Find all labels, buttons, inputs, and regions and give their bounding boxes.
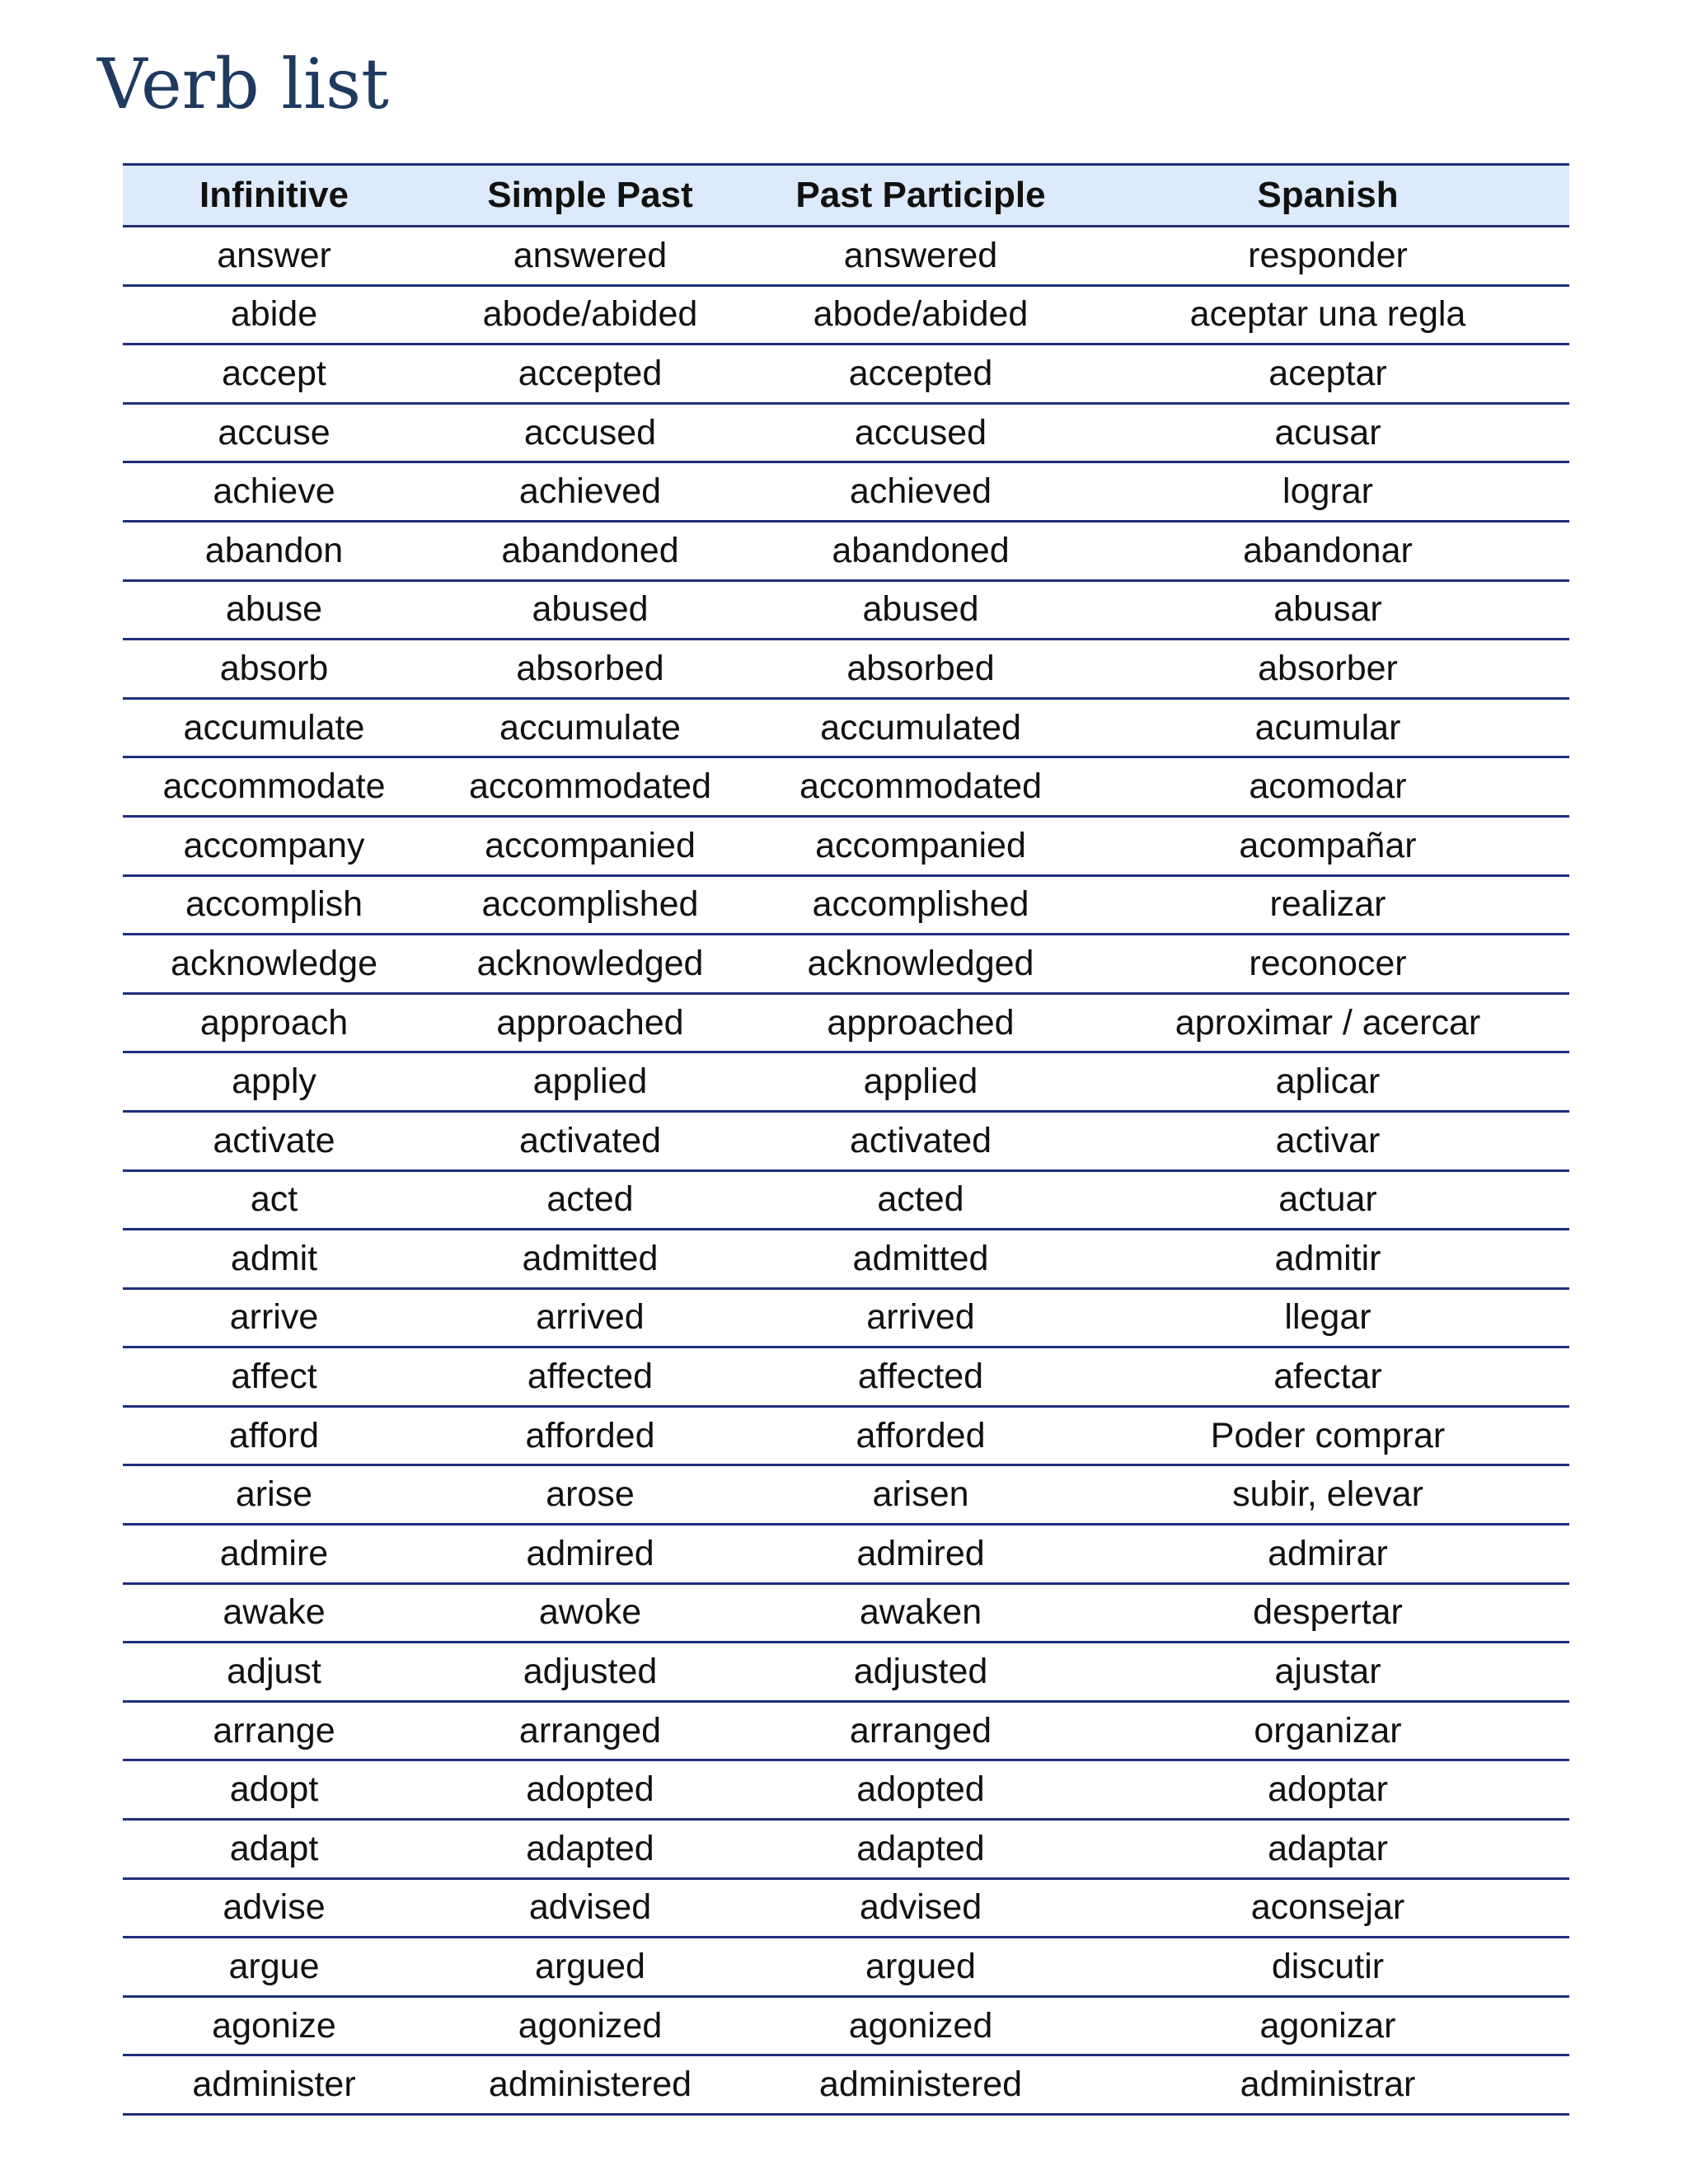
simple-past-cell: accepted — [425, 344, 755, 404]
simple-past-cell: abandoned — [425, 521, 755, 580]
table-row — [123, 1643, 1569, 1702]
table-row — [123, 875, 1569, 935]
simple-past-cell: advised — [425, 1878, 755, 1938]
infinitive-cell: adapt — [123, 1820, 425, 1879]
table-row — [123, 1170, 1569, 1230]
infinitive-cell: admire — [123, 1525, 425, 1584]
table-row — [123, 227, 1569, 286]
past-participle-cell: agonized — [755, 1996, 1086, 2055]
infinitive-cell: admit — [123, 1230, 425, 1289]
table-row — [123, 1878, 1569, 1938]
simple-past-cell: admired — [425, 1525, 755, 1584]
past-participle-cell: adapted — [755, 1820, 1086, 1879]
infinitive-cell: adopt — [123, 1760, 425, 1820]
infinitive-cell: answer — [123, 227, 425, 286]
infinitive-cell: accept — [123, 344, 425, 404]
table-row — [123, 757, 1569, 817]
column-header-past-participle: Past Participle — [755, 165, 1086, 227]
infinitive-cell: affect — [123, 1347, 425, 1407]
infinitive-cell: accommodate — [123, 757, 425, 817]
past-participle-cell: awaken — [755, 1583, 1086, 1643]
simple-past-cell: adjusted — [425, 1643, 755, 1702]
table-row — [123, 521, 1569, 580]
simple-past-cell: awoke — [425, 1583, 755, 1643]
spanish-cell: reconocer — [1086, 935, 1569, 994]
spanish-cell: llegar — [1086, 1288, 1569, 1347]
past-participle-cell: afforded — [755, 1406, 1086, 1465]
infinitive-cell: activate — [123, 1111, 425, 1170]
spanish-cell: acompañar — [1086, 816, 1569, 875]
infinitive-cell: administer — [123, 2055, 425, 2115]
simple-past-cell: accommodated — [425, 757, 755, 817]
spanish-cell: acusar — [1086, 403, 1569, 462]
simple-past-cell: answered — [425, 227, 755, 286]
spanish-cell: abandonar — [1086, 521, 1569, 580]
spanish-cell: aceptar una regla — [1086, 285, 1569, 344]
spanish-cell: aconsejar — [1086, 1878, 1569, 1938]
table-row — [123, 285, 1569, 344]
infinitive-cell: accomplish — [123, 875, 425, 935]
spanish-cell: adoptar — [1086, 1760, 1569, 1820]
spanish-cell: actuar — [1086, 1170, 1569, 1230]
infinitive-cell: advise — [123, 1878, 425, 1938]
simple-past-cell: agonized — [425, 1996, 755, 2055]
simple-past-cell: afforded — [425, 1406, 755, 1465]
simple-past-cell: arranged — [425, 1701, 755, 1760]
infinitive-cell: apply — [123, 1052, 425, 1112]
table-row — [123, 1230, 1569, 1289]
table-row — [123, 580, 1569, 640]
table-row — [123, 993, 1569, 1052]
past-participle-cell: adopted — [755, 1760, 1086, 1820]
past-participle-cell: accused — [755, 403, 1086, 462]
infinitive-cell: accuse — [123, 403, 425, 462]
table-row — [123, 1288, 1569, 1347]
past-participle-cell: accompanied — [755, 816, 1086, 875]
infinitive-cell: accumulate — [123, 698, 425, 757]
past-participle-cell: absorbed — [755, 640, 1086, 699]
spanish-cell: realizar — [1086, 875, 1569, 935]
simple-past-cell: adopted — [425, 1760, 755, 1820]
simple-past-cell: accumulate — [425, 698, 755, 757]
column-header-spanish: Spanish — [1086, 165, 1569, 227]
past-participle-cell: advised — [755, 1878, 1086, 1938]
spanish-cell: absorber — [1086, 640, 1569, 699]
simple-past-cell: accompanied — [425, 816, 755, 875]
past-participle-cell: abode/abided — [755, 285, 1086, 344]
table-body — [123, 227, 1569, 2115]
spanish-cell: agonizar — [1086, 1996, 1569, 2055]
past-participle-cell: applied — [755, 1052, 1086, 1112]
past-participle-cell: affected — [755, 1347, 1086, 1407]
infinitive-cell: abuse — [123, 580, 425, 640]
table-row — [123, 1701, 1569, 1760]
table-row — [123, 1465, 1569, 1525]
simple-past-cell: achieved — [425, 462, 755, 522]
past-participle-cell: accomplished — [755, 875, 1086, 935]
page-title: Verb list — [97, 44, 389, 124]
spanish-cell: aplicar — [1086, 1052, 1569, 1112]
past-participle-cell: arranged — [755, 1701, 1086, 1760]
simple-past-cell: arrived — [425, 1288, 755, 1347]
past-participle-cell: activated — [755, 1111, 1086, 1170]
infinitive-cell: abide — [123, 285, 425, 344]
past-participle-cell: argued — [755, 1938, 1086, 1997]
table-row — [123, 1052, 1569, 1112]
simple-past-cell: applied — [425, 1052, 755, 1112]
table-row — [123, 1938, 1569, 1997]
simple-past-cell: administered — [425, 2055, 755, 2115]
spanish-cell: admirar — [1086, 1525, 1569, 1584]
spanish-cell: lograr — [1086, 462, 1569, 522]
infinitive-cell: arrive — [123, 1288, 425, 1347]
spanish-cell: adaptar — [1086, 1820, 1569, 1879]
simple-past-cell: activated — [425, 1111, 755, 1170]
infinitive-cell: abandon — [123, 521, 425, 580]
simple-past-cell: abused — [425, 580, 755, 640]
past-participle-cell: administered — [755, 2055, 1086, 2115]
table-row — [123, 1760, 1569, 1820]
spanish-cell: Poder comprar — [1086, 1406, 1569, 1465]
past-participle-cell: arrived — [755, 1288, 1086, 1347]
spanish-cell: admitir — [1086, 1230, 1569, 1289]
table-row — [123, 640, 1569, 699]
past-participle-cell: achieved — [755, 462, 1086, 522]
table-row — [123, 2055, 1569, 2115]
infinitive-cell: argue — [123, 1938, 425, 1997]
table-row — [123, 403, 1569, 462]
infinitive-cell: agonize — [123, 1996, 425, 2055]
spanish-cell: acumular — [1086, 698, 1569, 757]
past-participle-cell: arisen — [755, 1465, 1086, 1525]
simple-past-cell: admitted — [425, 1230, 755, 1289]
past-participle-cell: answered — [755, 227, 1086, 286]
table-row — [123, 462, 1569, 522]
simple-past-cell: approached — [425, 993, 755, 1052]
table-row — [123, 1820, 1569, 1879]
simple-past-cell: affected — [425, 1347, 755, 1407]
table-row — [123, 698, 1569, 757]
table-row — [123, 1406, 1569, 1465]
spanish-cell: abusar — [1086, 580, 1569, 640]
spanish-cell: aceptar — [1086, 344, 1569, 404]
simple-past-cell: absorbed — [425, 640, 755, 699]
spanish-cell: aproximar / acercar — [1086, 993, 1569, 1052]
past-participle-cell: acknowledged — [755, 935, 1086, 994]
simple-past-cell: acted — [425, 1170, 755, 1230]
table-row — [123, 1583, 1569, 1643]
column-header-simple-past: Simple Past — [425, 165, 755, 227]
infinitive-cell: accompany — [123, 816, 425, 875]
infinitive-cell: awake — [123, 1583, 425, 1643]
infinitive-cell: achieve — [123, 462, 425, 522]
simple-past-cell: adapted — [425, 1820, 755, 1879]
infinitive-cell: arise — [123, 1465, 425, 1525]
table-header-row — [123, 165, 1569, 227]
simple-past-cell: arose — [425, 1465, 755, 1525]
past-participle-cell: abandoned — [755, 521, 1086, 580]
simple-past-cell: accomplished — [425, 875, 755, 935]
infinitive-cell: absorb — [123, 640, 425, 699]
simple-past-cell: argued — [425, 1938, 755, 1997]
infinitive-cell: arrange — [123, 1701, 425, 1760]
infinitive-cell: adjust — [123, 1643, 425, 1702]
column-header-infinitive: Infinitive — [123, 165, 425, 227]
spanish-cell: subir, elevar — [1086, 1465, 1569, 1525]
table-row — [123, 1347, 1569, 1407]
spanish-cell: acomodar — [1086, 757, 1569, 817]
spanish-cell: afectar — [1086, 1347, 1569, 1407]
infinitive-cell: act — [123, 1170, 425, 1230]
infinitive-cell: approach — [123, 993, 425, 1052]
past-participle-cell: accommodated — [755, 757, 1086, 817]
spanish-cell: responder — [1086, 227, 1569, 286]
past-participle-cell: accumulated — [755, 698, 1086, 757]
table-row — [123, 816, 1569, 875]
spanish-cell: ajustar — [1086, 1643, 1569, 1702]
past-participle-cell: acted — [755, 1170, 1086, 1230]
simple-past-cell: abode/abided — [425, 285, 755, 344]
table-row — [123, 1996, 1569, 2055]
past-participle-cell: approached — [755, 993, 1086, 1052]
simple-past-cell: acknowledged — [425, 935, 755, 994]
table-row — [123, 1111, 1569, 1170]
spanish-cell: organizar — [1086, 1701, 1569, 1760]
spanish-cell: discutir — [1086, 1938, 1569, 1997]
past-participle-cell: adjusted — [755, 1643, 1086, 1702]
table-row — [123, 935, 1569, 994]
spanish-cell: despertar — [1086, 1583, 1569, 1643]
infinitive-cell: afford — [123, 1406, 425, 1465]
past-participle-cell: admired — [755, 1525, 1086, 1584]
spanish-cell: administrar — [1086, 2055, 1569, 2115]
verb-table — [123, 163, 1569, 2116]
past-participle-cell: accepted — [755, 344, 1086, 404]
past-participle-cell: abused — [755, 580, 1086, 640]
table-row — [123, 1525, 1569, 1584]
infinitive-cell: acknowledge — [123, 935, 425, 994]
past-participle-cell: admitted — [755, 1230, 1086, 1289]
table-row — [123, 344, 1569, 404]
simple-past-cell: accused — [425, 403, 755, 462]
spanish-cell: activar — [1086, 1111, 1569, 1170]
